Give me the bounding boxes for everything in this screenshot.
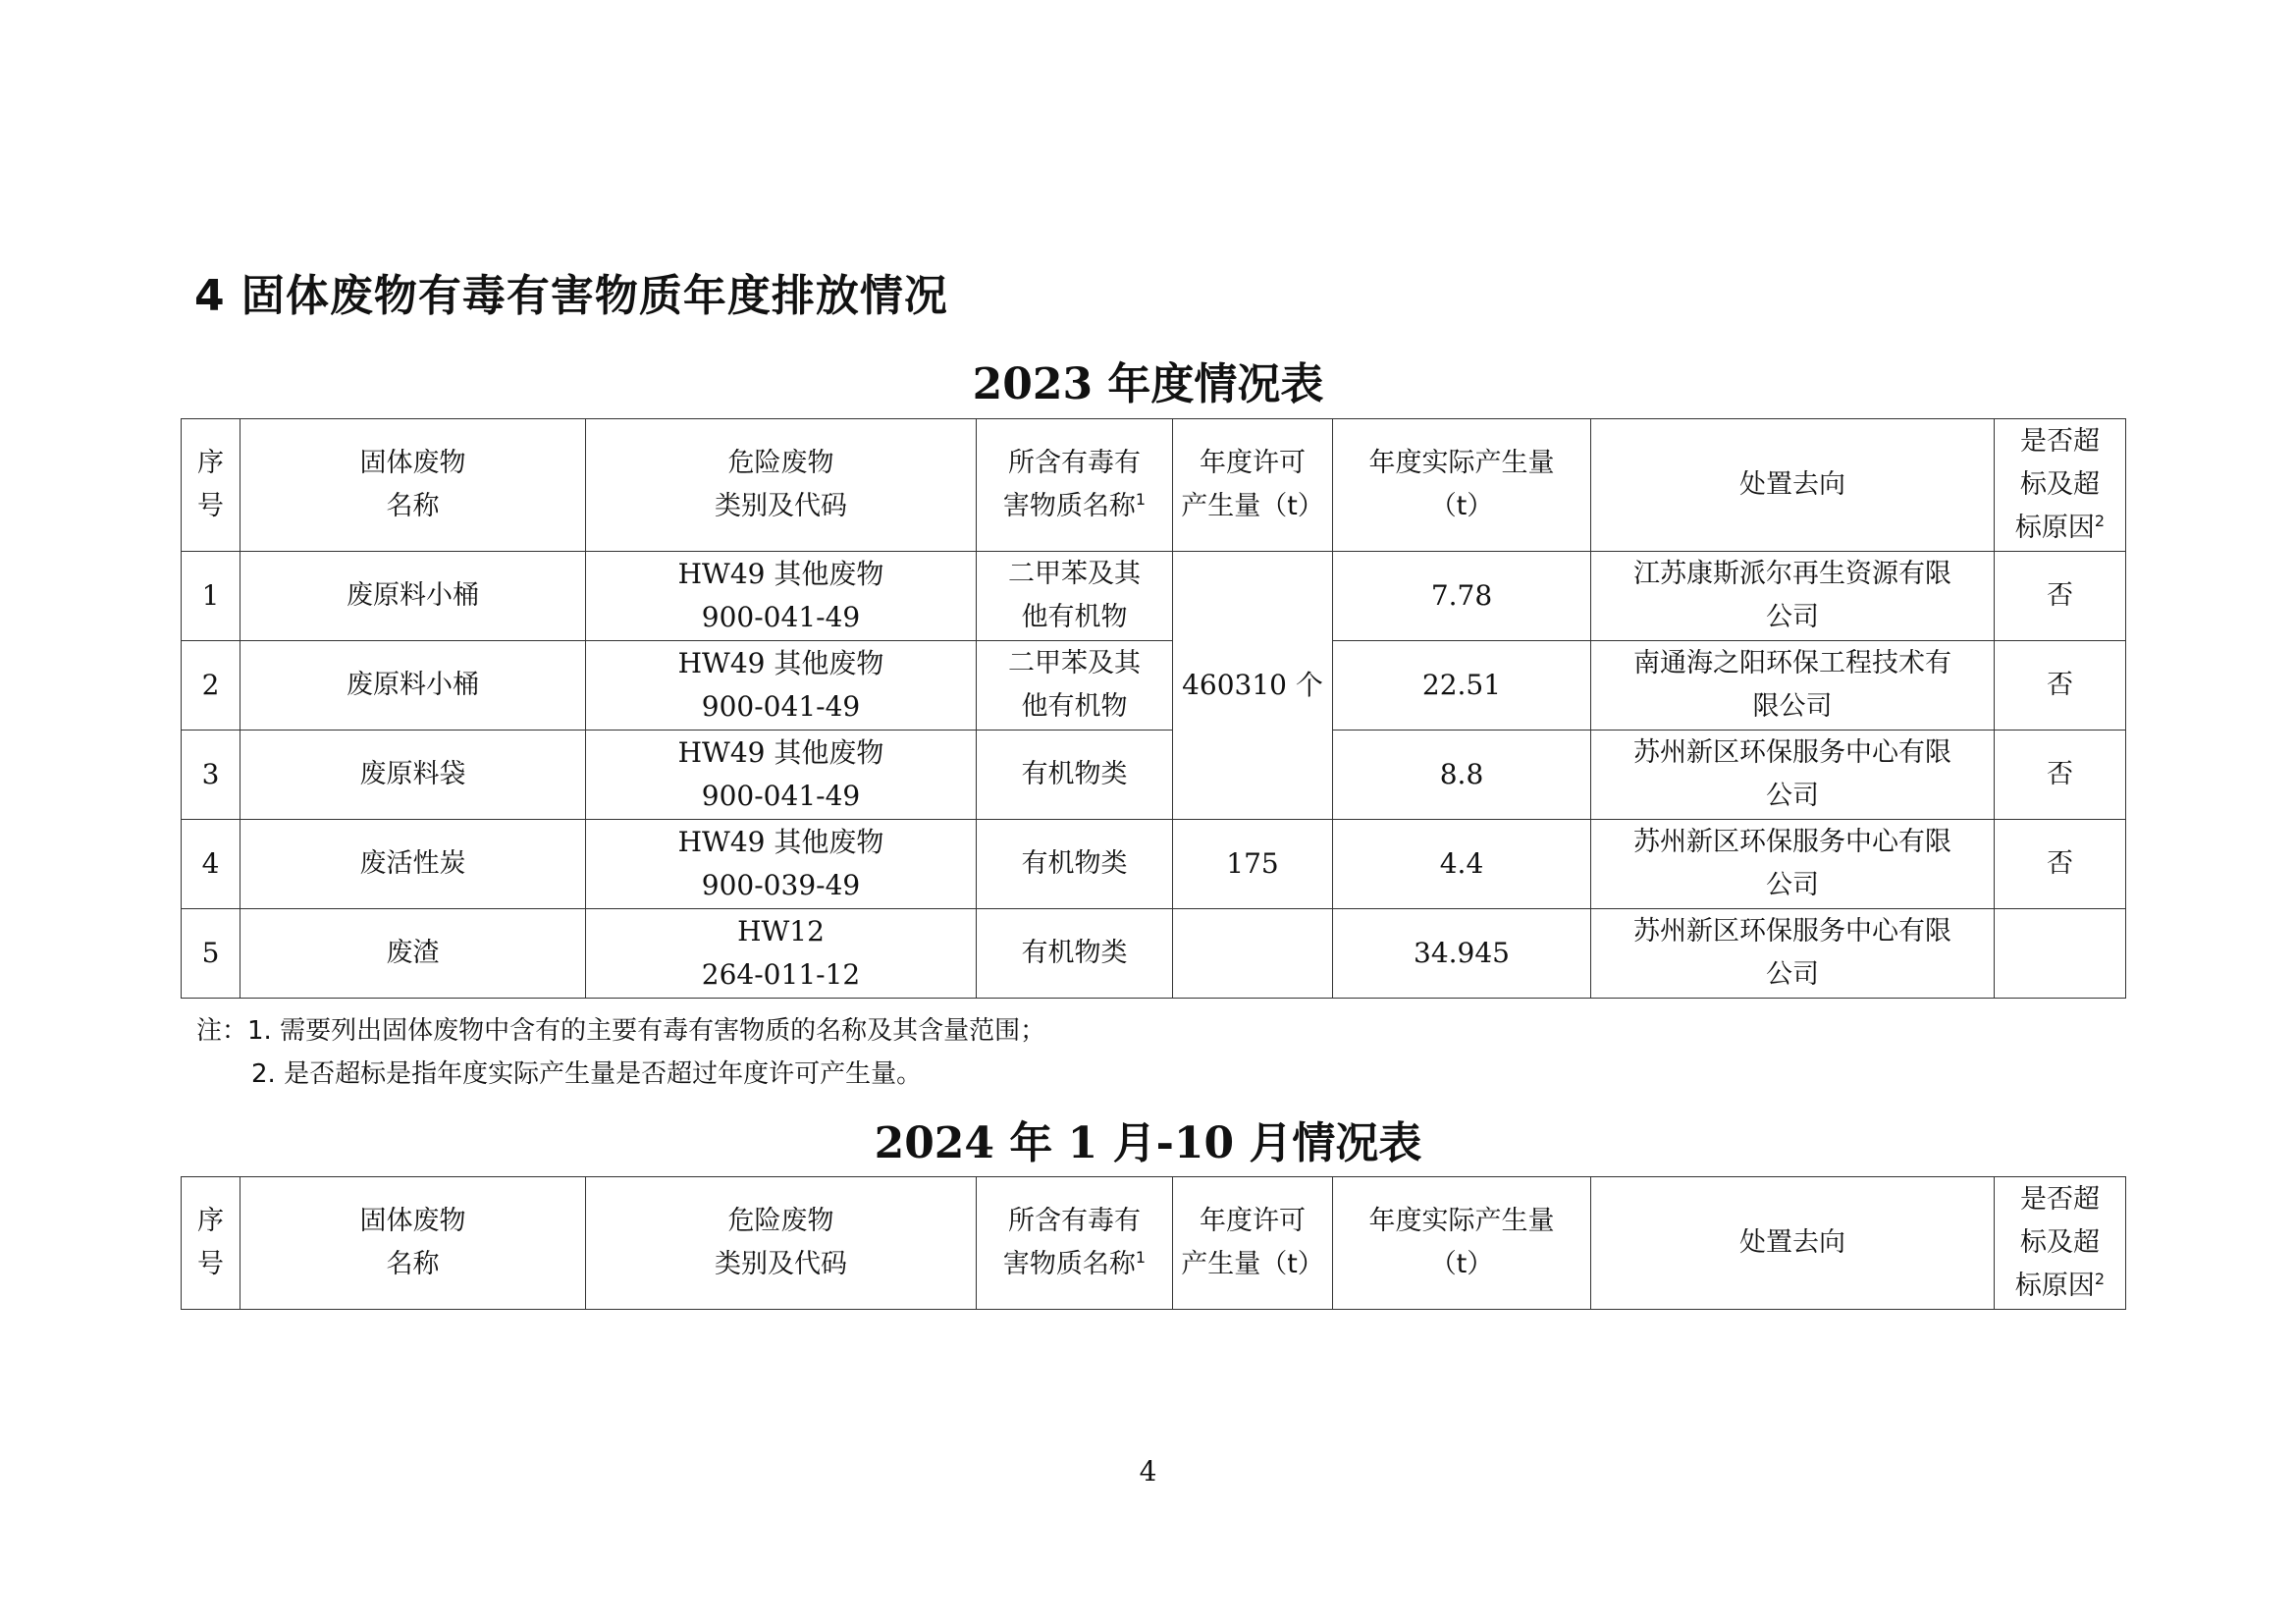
- cell-disposal: 江苏康斯派尔再生资源有限 公司: [1591, 552, 1995, 641]
- cell-toxic: 有机物类: [977, 909, 1173, 999]
- cell-seq: 1: [182, 552, 240, 641]
- table-title-2024: 2024 年 1 月-10 月情况表: [874, 1118, 1422, 1168]
- cell-toxic: 有机物类: [977, 820, 1173, 909]
- cell-category: HW49 其他废物 900-039-49: [586, 820, 977, 909]
- table-header-row: [182, 1177, 2126, 1310]
- cell-disposal: 苏州新区环保服务中心有限 公司: [1591, 731, 1995, 820]
- cell-actual: 8.8: [1333, 731, 1591, 820]
- header-toxic: [977, 419, 1173, 552]
- cell-exceed: 否: [1995, 641, 2126, 731]
- cell-permit: [1173, 909, 1333, 999]
- cell-seq: 5: [182, 909, 240, 999]
- cell-category: HW49 其他废物 900-041-49: [586, 641, 977, 731]
- table-row: [182, 731, 2126, 820]
- cell-permit: 175: [1173, 820, 1333, 909]
- cell-category: HW49 其他废物 900-041-49: [586, 552, 977, 641]
- section-heading: 4 固体废物有毒有害物质年度排放情况: [194, 271, 948, 321]
- cell-actual: 7.78: [1333, 552, 1591, 641]
- header-exceed-label: 是否超 标及超 标原因: [2014, 1184, 2100, 1301]
- header-disposal: 处置去向: [1591, 1177, 1995, 1310]
- header-category: 危险废物 类别及代码: [586, 1177, 977, 1310]
- header-exceed: [1995, 1177, 2126, 1310]
- table-header-row: [182, 419, 2126, 552]
- note-1: 注：1. 需要列出固体废物中含有的主要有毒有害物质的名称及其含量范围；: [196, 1016, 1046, 1046]
- cell-name: 废渣: [240, 909, 586, 999]
- cell-seq: 2: [182, 641, 240, 731]
- waste-table-2023: [181, 418, 2126, 999]
- cell-disposal: 苏州新区环保服务中心有限 公司: [1591, 820, 1995, 909]
- cell-toxic: 二甲苯及其 他有机物: [977, 552, 1173, 641]
- footnote-ref: 1: [1135, 490, 1147, 509]
- note-2: 2. 是否超标是指年度实际产生量是否超过年度许可产生量。: [251, 1059, 923, 1089]
- cell-actual: 34.945: [1333, 909, 1591, 999]
- cell-disposal: 苏州新区环保服务中心有限 公司: [1591, 909, 1995, 999]
- cell-seq: 3: [182, 731, 240, 820]
- footnote-ref: 1: [1135, 1248, 1147, 1267]
- cell-seq: 4: [182, 820, 240, 909]
- header-disposal: 处置去向: [1591, 419, 1995, 552]
- cell-exceed: 否: [1995, 731, 2126, 820]
- header-exceed: [1995, 419, 2126, 552]
- table-row: [182, 820, 2126, 909]
- cell-disposal: 南通海之阳环保工程技术有 限公司: [1591, 641, 1995, 731]
- cell-name: 废活性炭: [240, 820, 586, 909]
- footnote-ref: 2: [2094, 1270, 2106, 1288]
- header-seq: 序 号: [182, 1177, 240, 1310]
- cell-exceed: [1995, 909, 2126, 999]
- table-notes: [196, 1009, 1045, 1096]
- table-row: [182, 552, 2126, 641]
- cell-permit-merged: 460310 个: [1173, 552, 1333, 820]
- cell-category: HW49 其他废物 900-041-49: [586, 731, 977, 820]
- cell-actual: 22.51: [1333, 641, 1591, 731]
- cell-category: HW12 264-011-12: [586, 909, 977, 999]
- cell-exceed: 否: [1995, 552, 2126, 641]
- cell-name: 废原料小桶: [240, 641, 586, 731]
- waste-table-2024: [181, 1176, 2126, 1310]
- page-number: 4: [1139, 1455, 1157, 1488]
- header-seq: 序 号: [182, 419, 240, 552]
- header-exceed-label: 是否超 标及超 标原因: [2014, 426, 2100, 543]
- cell-toxic: 二甲苯及其 他有机物: [977, 641, 1173, 731]
- cell-toxic: 有机物类: [977, 731, 1173, 820]
- footnote-ref: 2: [2094, 512, 2106, 530]
- header-permit: 年度许可 产生量（t）: [1173, 419, 1333, 552]
- table-row: [182, 641, 2126, 731]
- header-toxic-label: 所含有毒有 害物质名称: [1002, 448, 1141, 521]
- header-toxic: [977, 1177, 1173, 1310]
- cell-name: 废原料小桶: [240, 552, 586, 641]
- table-row: [182, 909, 2126, 999]
- header-name: 固体废物 名称: [240, 419, 586, 552]
- header-category: 危险废物 类别及代码: [586, 419, 977, 552]
- cell-name: 废原料袋: [240, 731, 586, 820]
- header-toxic-label: 所含有毒有 害物质名称: [1002, 1206, 1141, 1279]
- cell-actual: 4.4: [1333, 820, 1591, 909]
- header-permit: 年度许可 产生量（t）: [1173, 1177, 1333, 1310]
- header-actual: 年度实际产生量 （t）: [1333, 419, 1591, 552]
- cell-exceed: 否: [1995, 820, 2126, 909]
- table-title-2023: 2023 年度情况表: [972, 359, 1324, 409]
- header-actual: 年度实际产生量 （t）: [1333, 1177, 1591, 1310]
- header-name: 固体废物 名称: [240, 1177, 586, 1310]
